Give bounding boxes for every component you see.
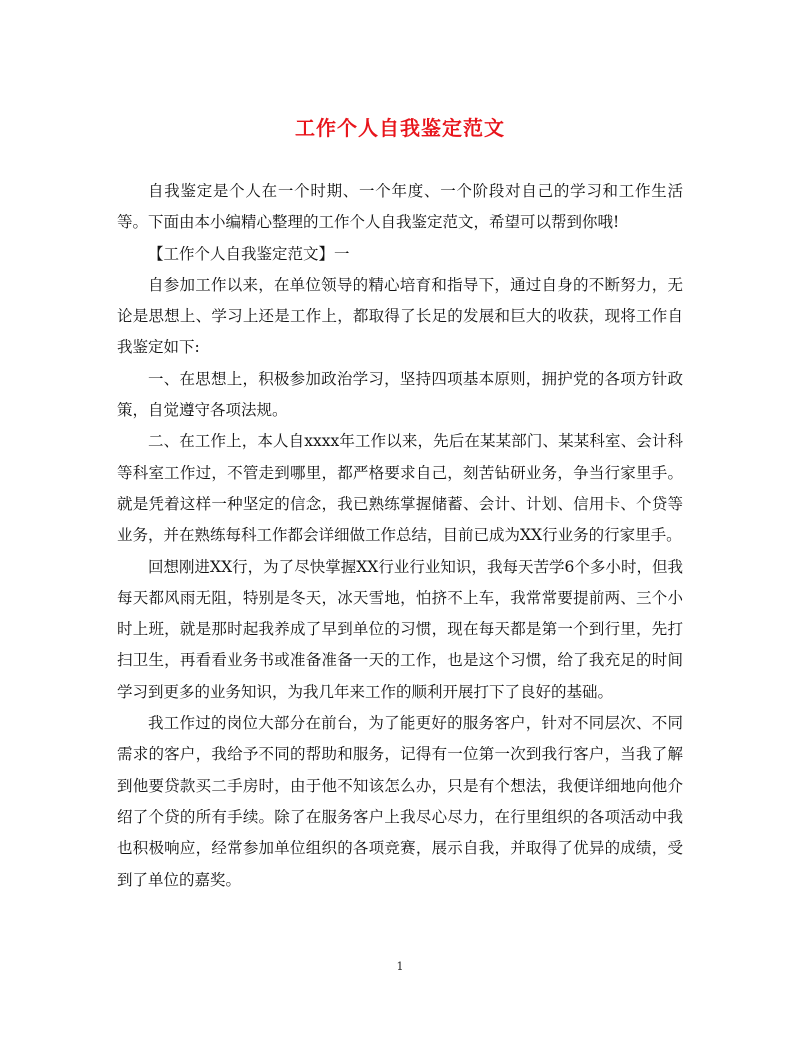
paragraph-work: 二、在工作上，本人自xxxx年工作以来，先后在某某部门、某某科室、会计科等科室工作过，不管走到哪里，都严格要求自己，刻苦钻研业务，争当行家里手。就是凭着这样一种坚定的信念，我已熟练掌握储蓄、会计、计划、信用卡、个贷等业务，并在熟练每科工作都会详细做工作总结，目前已成为XX行业务的行家里手。 — [117, 432, 683, 545]
paragraph-opening: 自参加工作以来，在单位领导的精心培育和指导下，通过自身的不断努力，无论是思想上、学习上还是工作上，都取得了长足的发展和巨大的收获，现将工作自我鉴定如下: — [117, 275, 683, 357]
paragraph-section-heading: 【工作个人自我鉴定范文】一 — [148, 244, 350, 263]
document-body — [117, 176, 683, 896]
page-number: 1 — [396, 960, 404, 973]
paragraph-intro: 自我鉴定是个人在一个时期、一个年度、一个阶段对自己的学习和工作生活等。下面由本小编精心整理的工作个人自我鉴定范文，希望可以帮到你哦! — [117, 182, 683, 232]
paragraph-recollection: 回想刚进XX行，为了尽快掌握XX行业行业知识，我每天苦学6个多小时，但我每天都风雨无阻，特别是冬天，冰天雪地，怕挤不上车，我常常要提前两、三个小时上班，就是那时起我养成了早到单位的习惯，现在每天都是第一个到行里，先打扫卫生，再看看业务书或准备准备一天的工作，也是这个习惯，给了我充足的时间学习到更多的业务知识，为我几年来工作的顺利开展打下了良好的基础。 — [117, 557, 683, 701]
paragraph-thought: 一、在思想上，积极参加政治学习，坚持四项基本原则，拥护党的各项方针政策，自觉遵守各项法规。 — [117, 369, 683, 420]
document-title: 工作个人自我鉴定范文 — [295, 116, 505, 140]
paragraph-service: 我工作过的岗位大部分在前台，为了能更好的服务客户，针对不同层次、不同需求的客户，我给予不同的帮助和服务，记得有一位第一次到我行客户，当我了解到他要贷款买二手房时，由于他不知该怎么办，只是有个想法，我便详细地向他介绍了个贷的所有手续。除了在服务客户上我尽心尽力，在行里组织的各项活动中我也积极响应，经常参加单位组织的各项竞赛，展示自我，并取得了优异的成绩，受到了单位的嘉奖。 — [117, 714, 683, 889]
